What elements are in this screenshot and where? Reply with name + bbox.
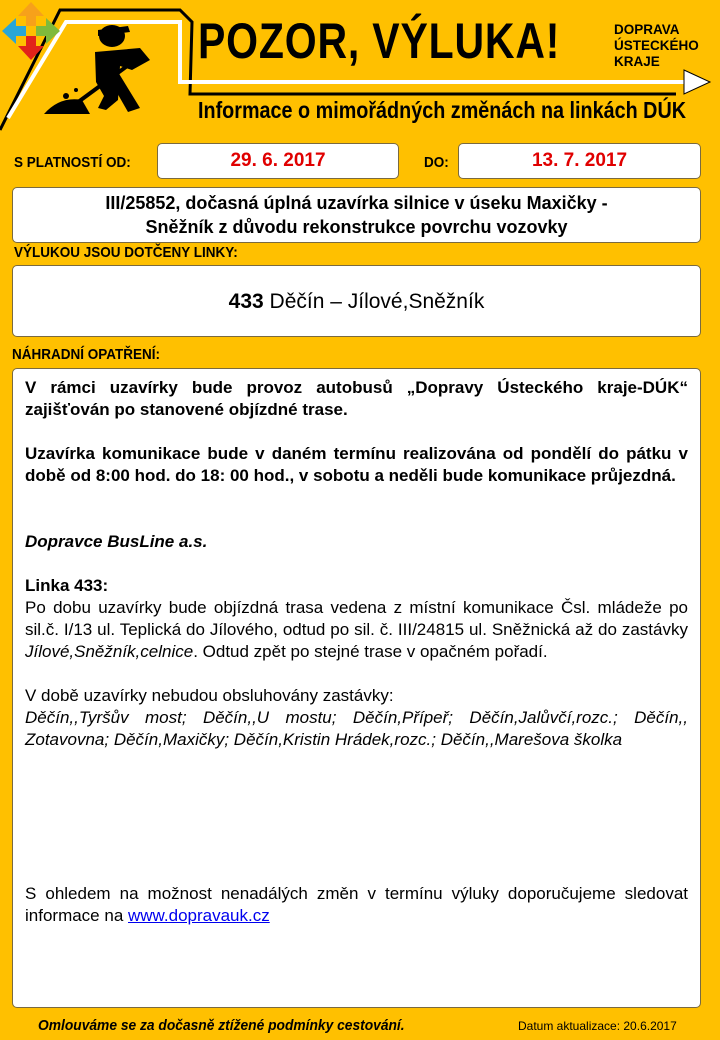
- line-number: 433: [228, 290, 264, 313]
- valid-from-date: 29. 6. 2017: [157, 143, 399, 179]
- page-title: POZOR, VÝLUKA!: [198, 13, 561, 69]
- stops-list: Děčín,,Tyršův most; Děčín,,U mostu; Děčín,Přípeř; Děčín,Jalůvčí,rozc.; Děčín,, Zotavovna; Děčín,Maxičky; Děčín,Kristin Hrádek,rozc.; Děčín,,Marešova školka: [25, 708, 688, 749]
- page-subtitle: Informace o mimořádných změnách na linkách DÚK: [198, 97, 687, 123]
- logo-text: DOPRAVA ÚSTECKÉHO KRAJE: [614, 22, 699, 69]
- update-date: Datum aktualizace: 20.6.2017: [518, 1019, 677, 1033]
- measures-label: NÁHRADNÍ OPATŘENÍ:: [12, 346, 160, 363]
- affected-lines-label: VÝLUKOU JSOU DOTČENY LINKY:: [14, 244, 238, 261]
- measures-paragraph-2: Uzavírka komunikace bude v daném termínu realizována od pondělí do pátku v době od 8:00 hod. do 18: 00 hod., v sobotu a neděli bude komunikace průjezdná.: [25, 444, 688, 485]
- measures-content: [12, 368, 701, 1008]
- website-link[interactable]: www.dopravauk.cz: [128, 906, 270, 925]
- valid-to-label: DO:: [424, 154, 449, 171]
- line-route: Děčín – Jílové,Sněžník: [269, 290, 485, 313]
- stops-intro: V době uzavírky nebudou obsluhovány zastávky:: [25, 686, 394, 705]
- duk-logo-icon: [0, 0, 62, 62]
- valid-to-date: 13. 7. 2017: [458, 143, 701, 179]
- affected-line: [12, 265, 701, 337]
- route-description: Po dobu uzavírky bude objízdná trasa vedena z místní komunikace Čsl. mládeže po sil.č. I/13 ul. Teplická do Jílového, odtud po sil. č. III/24815 ul. Sněžnická až do zastávky Jílové,Sněžník,celnice. Odtud zpět po stejné trase v opačném pořadí.: [25, 598, 688, 661]
- measures-paragraph-1: V rámci uzavírky bude provoz autobusů „Dopravy Ústeckého kraje-DÚK“ zajišťován po stanovené objízdné trase.: [25, 378, 688, 419]
- valid-from-label: S PLATNOSTÍ OD:: [14, 154, 131, 171]
- closure-headline: III/25852, dočasná úplná uzavírka silnice v úseku Maxičky - Sněžník z důvodu rekonstrukce povrchu vozovky: [12, 187, 701, 243]
- header: [0, 0, 720, 140]
- carrier-name: Dopravce BusLine a.s.: [25, 532, 208, 551]
- closing-note: S ohledem na možnost nenadálých změn v termínu výluky doporučujeme sledovat informace na www.dopravauk.cz: [25, 884, 688, 925]
- apology-note: Omlouváme se za dočasně ztížené podmínky cestování.: [38, 1017, 405, 1034]
- route-stop: Jílové,Sněžník,celnice: [25, 642, 194, 661]
- line-heading: Linka 433:: [25, 576, 109, 595]
